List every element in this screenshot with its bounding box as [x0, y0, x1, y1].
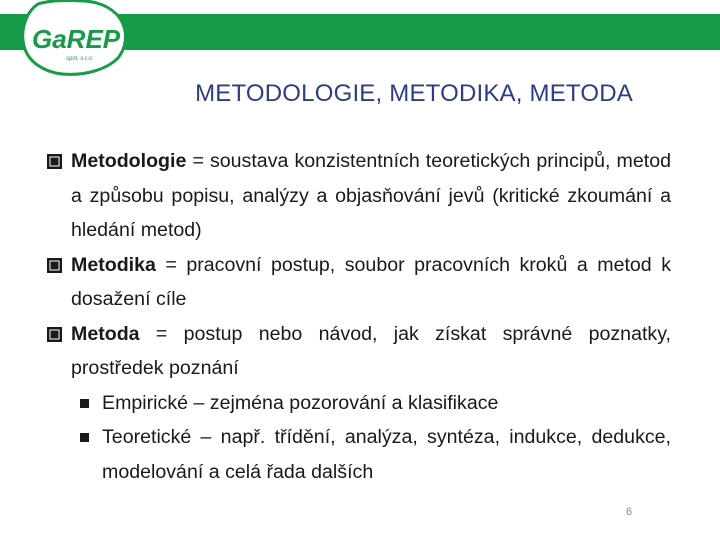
checkbox-bullet-icon — [47, 258, 62, 273]
bullet-item — [47, 317, 671, 386]
square-bullet-icon — [80, 433, 89, 442]
bullet-item — [47, 144, 671, 248]
brand-subtext: spol. s r.o. — [66, 56, 94, 62]
bullet-term: Metodika — [71, 253, 156, 276]
garep-logo — [18, 0, 130, 78]
sub-bullet-item — [47, 420, 671, 489]
bullet-term: Metodologie — [71, 150, 187, 172]
checkbox-bullet-icon — [47, 327, 62, 342]
sub-bullet-item — [47, 386, 671, 421]
garep-logo-graphic — [18, 0, 130, 78]
bullet-text: = pracovní postup, soubor pracovních kroků a metod k dosažení cíle — [71, 253, 671, 310]
bullet-item — [47, 248, 671, 317]
bullet-text: = postup nebo návod, jak získat správné poznatky, prostředek poznání — [71, 322, 671, 379]
square-bullet-icon — [80, 399, 89, 408]
content — [47, 144, 671, 489]
sub-bullet-text: Teoretické – např. třídění, analýza, syntéza, indukce, dedukce, modelování a celá řada dalších — [102, 426, 671, 483]
sub-bullet-text: Empirické – zejména pozorování a klasifikace — [102, 391, 499, 414]
checkbox-bullet-icon — [47, 154, 62, 169]
bullet-term: Metoda — [71, 322, 140, 345]
brand-text: GaREP — [32, 24, 121, 54]
page-number: 6 — [626, 506, 633, 518]
page-title: METODOLOGIE, METODIKA, METODA — [195, 80, 633, 107]
bullet-text: = soustava konzistentních teoretických principů, metod a způsobu popisu, analýzy a objasňování jevů (kritické zkoumání a hledání metod) — [71, 150, 671, 241]
